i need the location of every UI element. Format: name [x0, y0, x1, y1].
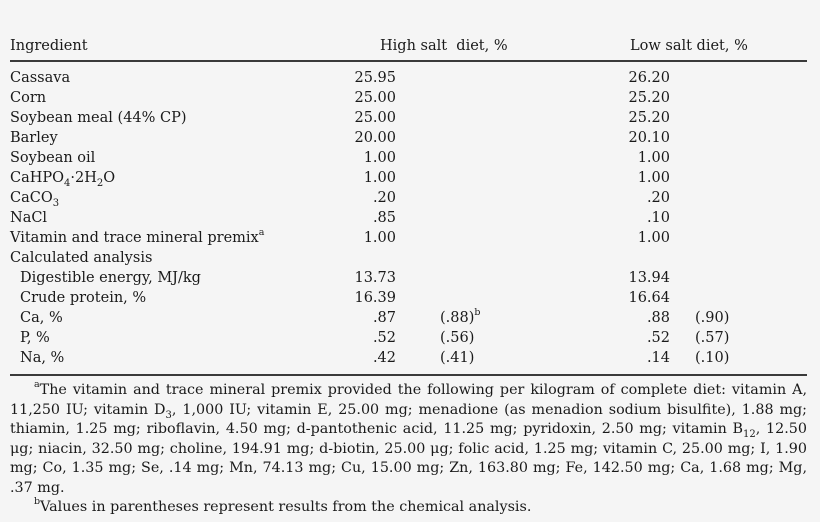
row-label: Barley	[10, 130, 58, 146]
column-header-high-salt: High salt diet, %	[380, 38, 508, 54]
high-salt-value: .85	[372, 210, 396, 226]
row-label	[10, 228, 264, 248]
table-row	[10, 308, 807, 328]
row-label: Digestible energy, MJ/kg	[20, 270, 201, 286]
high-salt-value: 20.00	[354, 130, 396, 146]
low-salt-value: 1.00	[637, 230, 670, 246]
row-label: Soybean oil	[10, 150, 96, 166]
low-salt-value: .10	[646, 210, 670, 226]
row-label: Cassava	[10, 70, 71, 86]
column-header-ingredient: Ingredient	[10, 38, 88, 54]
table-row	[10, 228, 807, 248]
high-salt-value: 25.00	[354, 110, 396, 126]
row-label: Crude protein, %	[20, 290, 147, 306]
low-salt-value: 1.00	[637, 150, 670, 166]
footnote-marker-b: b	[474, 307, 481, 319]
low-salt-analyzed-value: (.90)	[695, 310, 730, 326]
row-label	[10, 168, 115, 188]
subscript: 3	[165, 409, 172, 421]
row-label: P, %	[20, 330, 50, 346]
table-row	[10, 268, 807, 288]
bottom-rule	[10, 374, 807, 376]
high-salt-value: .20	[372, 190, 396, 206]
row-label	[10, 188, 59, 208]
footnote-text: The vitamin and trace mineral premix provided the following per kilogram of complete diet: vitamin A, 11,250 IU; vitamin D	[10, 382, 807, 418]
low-salt-analyzed-value: (.57)	[695, 330, 730, 346]
table-row	[10, 348, 807, 368]
low-salt-value: 26.20	[628, 70, 670, 86]
high-salt-value: .42	[372, 350, 396, 366]
subscript: 12	[743, 428, 756, 440]
table-section-row	[10, 248, 807, 268]
footnote-text: Values in parentheses represent results from the chemical analysis.	[40, 499, 532, 515]
label-text: CaHPO	[10, 170, 65, 186]
low-salt-value: .52	[646, 330, 670, 346]
footnote-b	[10, 498, 807, 518]
high-salt-value: .87	[372, 310, 396, 326]
column-header-low-salt: Low salt diet, %	[630, 38, 748, 54]
low-salt-value: 13.94	[628, 270, 670, 286]
table-row	[10, 108, 807, 128]
row-label: Soybean meal (44% CP)	[10, 110, 187, 126]
table-row	[10, 208, 807, 228]
low-salt-value: .88	[646, 310, 670, 326]
low-salt-analyzed-value: (.10)	[695, 350, 730, 366]
footnote-marker-a: a	[258, 227, 265, 239]
high-salt-value: 25.95	[354, 70, 396, 86]
high-salt-analyzed-value	[440, 308, 480, 328]
table-row	[10, 188, 807, 208]
low-salt-value: 25.20	[628, 110, 670, 126]
low-salt-value: .14	[646, 350, 670, 366]
low-salt-value: 1.00	[637, 170, 670, 186]
footnote-marker: a	[34, 379, 40, 391]
subscript: 3	[52, 197, 60, 209]
low-salt-value: 20.10	[628, 130, 670, 146]
label-text: CaCO	[10, 190, 53, 206]
table-row	[10, 128, 807, 148]
high-salt-value: 1.00	[363, 150, 396, 166]
label-text: O	[103, 170, 116, 186]
row-label: Na, %	[20, 350, 65, 366]
footnote-a	[10, 381, 807, 498]
section-label: Calculated analysis	[10, 250, 153, 266]
high-salt-value: 13.73	[354, 270, 396, 286]
table-row	[10, 168, 807, 188]
subscript: 2	[96, 177, 104, 189]
footnote-text: , 1,000 IU; vitamin E, 25.00 mg; menadione (as menadion sodium bisulfite), 1.88 mg; thiamin, 1.25 mg; riboflavin, 4.50 mg; d-pantothenic acid, 11.25 mg; pyridoxin, 2.50 mg; vitamin B	[10, 401, 807, 437]
low-salt-value: 25.20	[628, 90, 670, 106]
low-salt-value: .20	[646, 190, 670, 206]
table-row	[10, 68, 807, 88]
footnote-marker: b	[34, 496, 41, 508]
row-label: Ca, %	[20, 310, 63, 326]
high-salt-value: 16.39	[354, 290, 396, 306]
low-salt-value: 16.64	[628, 290, 670, 306]
high-salt-value: 1.00	[363, 170, 396, 186]
high-salt-value: 1.00	[363, 230, 396, 246]
high-salt-analyzed-value: (.56)	[440, 330, 475, 346]
label-text: ·2H	[70, 170, 97, 186]
table-row	[10, 288, 807, 308]
label-text: Vitamin and trace mineral premix	[10, 230, 259, 246]
row-label: Corn	[10, 90, 47, 106]
subscript: 4	[64, 177, 71, 189]
row-label: NaCl	[10, 210, 48, 226]
table-footnotes	[10, 381, 807, 518]
table-header-row	[10, 36, 807, 56]
table-row	[10, 148, 807, 168]
table-row	[10, 328, 807, 348]
high-salt-value: 25.00	[354, 90, 396, 106]
high-salt-analyzed-value: (.41)	[440, 350, 475, 366]
analyzed-text: (.88)	[440, 310, 475, 326]
header-rule	[10, 60, 807, 62]
table-row	[10, 88, 807, 108]
footnote-text: , 12.50 μg; niacin, 32.50 mg; choline, 194.91 mg; d-biotin, 25.00 μg; folic acid, 1.25 mg; vitamin C, 25.00 mg; I, 1.90 mg; Co, 1.35 mg; Se, .14 mg; Mn, 74.13 mg; Cu, 15.00 mg; Zn, 163.80 mg; Fe, 142.50 mg; Ca, 1.68 mg; Mg, .37 mg.	[10, 421, 807, 496]
high-salt-value: .52	[372, 330, 396, 346]
